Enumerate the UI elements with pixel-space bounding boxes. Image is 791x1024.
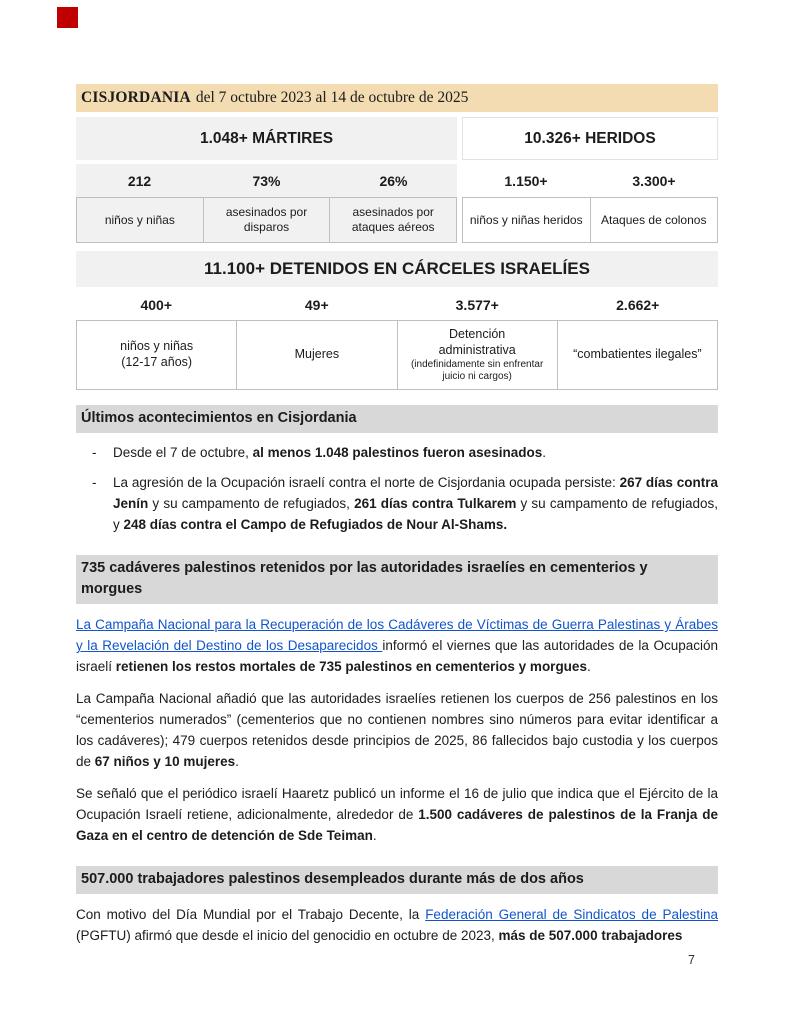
bullet-marker: -	[92, 445, 97, 460]
stat-value: 26%	[379, 172, 408, 189]
paragraph: Se señaló que el periódico israelí Haaretz publicó un informe el 16 de julio que indica que el Ejército de la Ocupación Israelí retiene, adicionalmente, alrededor de 1.500 cadáveres de palestinos de la Franja de Gaza en el centro de detención de Sde Teiman.	[76, 786, 719, 843]
stat-label: Mujeres	[237, 320, 397, 390]
date-range: del 7 octubre 2023 al 14 de octubre de 2025	[195, 89, 469, 106]
stat-value: 400+	[140, 297, 173, 313]
stat-label: niños y niñas heridos	[462, 197, 591, 243]
section-heading-retained-bodies: 735 cadáveres palestinos retenidos por las autoridades israelíes en cementerios y morgues	[76, 555, 718, 604]
stat-label: niños y niñas (12-17 años)	[76, 320, 237, 390]
bullet-marker: -	[92, 475, 97, 490]
stat-label: asesinados por disparos	[204, 197, 331, 243]
casualties-values-row	[76, 164, 718, 197]
stat-value: 1.150+	[504, 172, 548, 189]
detainees-banner: 11.100+ DETENIDOS EN CÁRCELES ISRAELÍES	[76, 251, 718, 287]
stat-label: niños y niñas	[76, 197, 204, 243]
martyrs-total: 1.048+ MÁRTIRES	[76, 117, 457, 160]
bullet-text: Desde el 7 de octubre, al menos 1.048 palestinos fueron asesinados.	[113, 445, 546, 460]
region-title: CISJORDANIA	[81, 89, 191, 106]
detainees-labels-row	[76, 320, 718, 390]
stat-label: asesinados por ataques aéreos	[330, 197, 457, 243]
stat-value: 2.662+	[616, 297, 660, 313]
bullet-item	[92, 442, 718, 463]
page-content	[76, 84, 718, 957]
stat-label: Detención administrativa (indefinidamente sin enfrentar juicio ni cargos)	[398, 320, 558, 390]
bullet-text: La agresión de la Ocupación israelí contra el norte de Cisjordania ocupada persiste: 267 días contra Jenín y su campamento de refugiados, 261 días contra Tulkarem y su campamento de refugiados, y 248 días contra el Campo de Refugiados de Nour Al-Shams.	[113, 475, 718, 532]
section-heading-latest-events: Últimos acontecimientos en Cisjordania	[76, 405, 718, 433]
section-heading-unemployed-workers: 507.000 trabajadores palestinos desempleados durante más de dos años	[76, 866, 718, 894]
bullet-item	[92, 472, 718, 535]
casualties-header-row	[76, 117, 718, 160]
detainees-values-row	[76, 290, 718, 320]
title-bar	[76, 84, 718, 112]
wounded-total: 10.326+ HERIDOS	[462, 117, 718, 160]
stat-label: “combatientes ilegales”	[558, 320, 718, 390]
stat-value: 49+	[304, 297, 329, 313]
national-campaign-link[interactable]: La Campaña Nacional para la Recuperación de los Cadáveres de Víctimas de Guerra Palestinas y Árabes y la Revelación del Destino de los Desaparecidos	[76, 617, 718, 653]
stat-value: 73%	[252, 172, 281, 189]
paragraph: La Campaña Nacional añadió que las autoridades israelíes retienen los cuerpos de 256 palestinos en los “cementerios numerados” (cementerios que no contienen nombres sino números para evitar identificar a los cadáveres); 479 cuerpos retenidos desde principios de 2025, 86 fallecidos bajo custodia y los cuerpos de 67 niños y 10 mujeres.	[76, 691, 718, 769]
paragraph: La Campaña Nacional para la Recuperación de los Cadáveres de Víctimas de Guerra Palestinas y Árabes y la Revelación del Destino de los Desaparecidos informó el viernes que las autoridades de la Ocupación israelí retienen los restos mortales de 735 palestinos en cementerios y morgues.	[76, 617, 718, 674]
stat-value: 212	[127, 172, 152, 189]
paragraph: Con motivo del Día Mundial por el Trabajo Decente, la Federación General de Sindicatos de Palestina (PGFTU) afirmó que desde el inicio del genocidio en octubre de 2023, más de 507.000 trabajadores	[76, 907, 718, 943]
stat-label: Ataques de colonos	[591, 197, 719, 243]
stat-value: 3.300+	[632, 172, 676, 189]
stat-value: 3.577+	[455, 297, 499, 313]
casualties-labels-row	[76, 197, 718, 243]
pgftu-link[interactable]: Federación General de Sindicatos de Palestina	[425, 907, 718, 922]
red-square-logo	[57, 7, 78, 28]
page-number: 7	[688, 953, 695, 967]
